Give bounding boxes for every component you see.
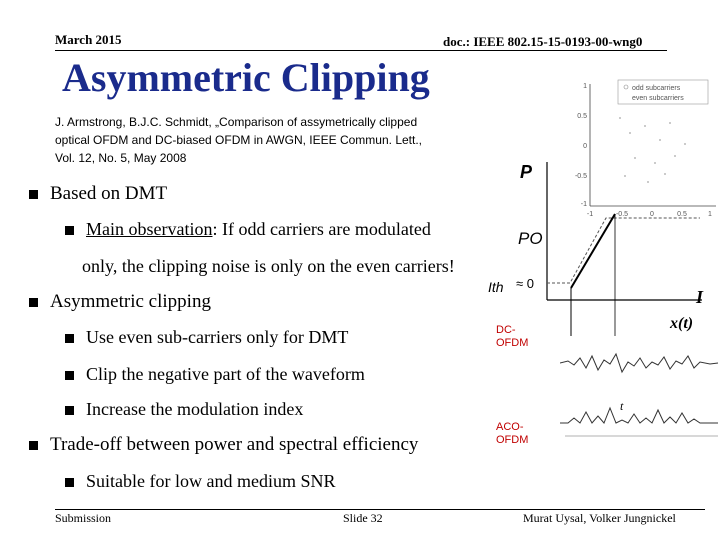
bullet-marker [65, 371, 74, 380]
aco-ofdm-label [496, 421, 528, 447]
bullet-based-on-dmt: Based on DMT [50, 183, 168, 204]
x-tick-3: 0 [650, 211, 654, 218]
header-date: March 2015 [55, 32, 122, 47]
footer-slide-number: Slide 32 [343, 511, 383, 525]
po-label: PO [518, 229, 543, 248]
clipping-line [571, 214, 615, 288]
xt-label: x(t) [670, 315, 694, 332]
bullet-main-observation [86, 219, 431, 240]
dco-label-line-1: DC- [496, 324, 516, 336]
footer-divider [55, 509, 705, 510]
x-tick-2: -0.5 [615, 211, 629, 218]
bullet-trade-off: Trade-off between power and spectral efficiency [50, 434, 419, 455]
aco-waveform [560, 408, 718, 423]
main-observation-text: : If odd carriers are modulated [212, 219, 431, 239]
bullet-main-observation-continued: only, the clipping noise is only on the even carriers! [82, 256, 455, 276]
bullet-modulation-index: Increase the modulation index [86, 399, 304, 419]
bullet-suitable-snr: Suitable for low and medium SNR [86, 471, 336, 491]
citation [55, 113, 475, 167]
dco-label-line-2: OFDM [496, 337, 529, 349]
bullet-marker [65, 334, 74, 343]
bullet-marker [65, 406, 74, 415]
dco-waveform [560, 354, 718, 372]
ith-label: Ith [488, 279, 504, 295]
slide-title: Asymmetric Clipping [62, 55, 430, 100]
header-divider [55, 50, 667, 51]
bullet-marker [65, 478, 74, 487]
citation-line-1: J. Armstrong, B.J.C. Schmidt, „Comparison of assymetrically clipped [55, 115, 418, 129]
approx-zero-label: ≈ 0 [516, 276, 534, 291]
y-tick-4: -0.5 [574, 173, 587, 180]
i-label: I [696, 287, 704, 307]
footer-submission: Submission [55, 511, 112, 525]
aco-label-line-2: OFDM [496, 434, 529, 446]
footer-authors: Murat Uysal, Volker Jungnickel [523, 511, 676, 525]
y-tick-3: 0 [583, 143, 587, 150]
aco-label-line-1: ACO- [496, 421, 524, 433]
bullet-clip-negative: Clip the negative part of the waveform [86, 364, 365, 384]
bullet-marker [29, 441, 38, 450]
x-tick-5: 1 [708, 211, 712, 218]
x-tick-1: -1 [586, 211, 594, 218]
bullet-marker [65, 226, 74, 235]
clipping-characteristic [480, 158, 720, 338]
citation-line-3: Vol. 12, No. 5, May 2008 [55, 151, 187, 165]
bullet-marker [29, 298, 38, 307]
legend-odd-label: odd subcarriers [632, 85, 681, 92]
bullet-marker [29, 190, 38, 199]
waveforms [560, 328, 720, 458]
header-doc-id: doc.: IEEE 802.15-15-0193-00-wng0 [443, 34, 643, 49]
dco-ofdm-label [496, 324, 528, 350]
p-label: P [520, 162, 533, 182]
y-tick-2: 0.5 [577, 113, 587, 120]
y-tick-1: 1 [583, 83, 587, 90]
citation-line-2: optical OFDM and DC-biased OFDM in AWGN, IEEE Commun. Lett., [55, 133, 422, 147]
y-tick-5: -1 [580, 201, 587, 208]
bullet-asymmetric-clipping: Asymmetric clipping [50, 291, 211, 312]
t-label: t [620, 399, 624, 413]
legend-even-label: even subcarriers [632, 95, 684, 102]
reference-curve [547, 218, 700, 283]
main-observation-label: Main observation [86, 219, 213, 239]
x-tick-4: 0.5 [677, 211, 687, 218]
bullet-even-subcarriers: Use even sub-carriers only for DMT [86, 327, 349, 347]
